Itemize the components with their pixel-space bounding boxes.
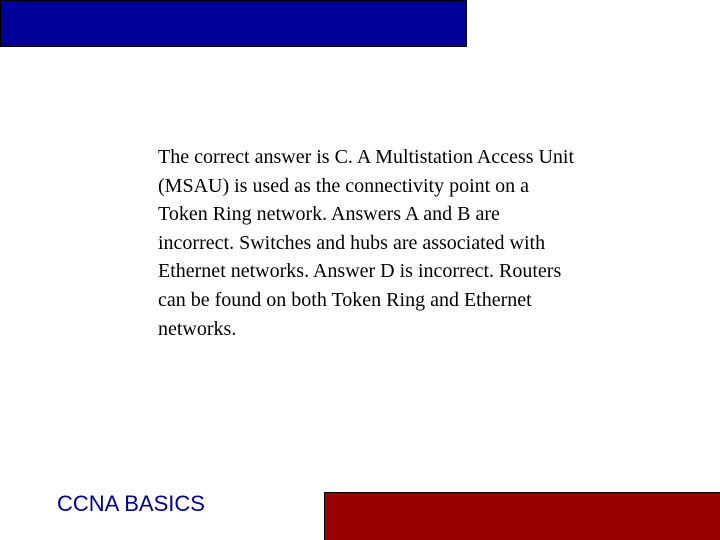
footer-course-label: CCNA BASICS [57,491,205,516]
top-header-bar [0,0,467,47]
answer-explanation-text: The correct answer is C. A Multistation Access Unit (MSAU) is used as the connectivity point on a Token Ring network. Answers A and B are incorrect. Switches and hubs are associated with Ethernet networks. Answer D is incorrect. Routers can be found on both Token Ring and Ethernet networks. [158,146,575,340]
bottom-footer-bar [324,492,720,540]
